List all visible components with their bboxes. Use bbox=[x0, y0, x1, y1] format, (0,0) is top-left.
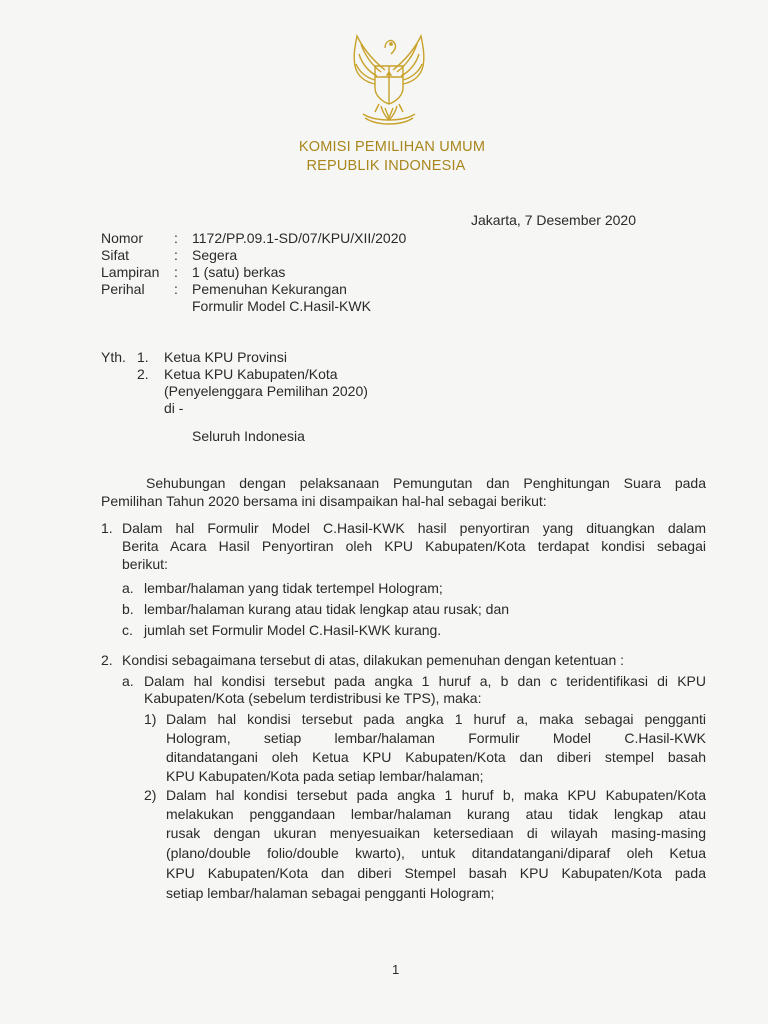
item1-number: 1. bbox=[101, 520, 113, 536]
item2-a-marker: a. bbox=[122, 673, 134, 689]
item2-a-1-line4: KPU Kabupaten/Kota pada setiap lembar/halaman; bbox=[166, 768, 484, 784]
item2-a-1-line3: ditandatangani oleh Ketua KPU Kabupaten/Kota dan diberi stempel basah bbox=[166, 749, 706, 765]
recipient-number-2: 2. bbox=[137, 366, 149, 382]
perihal-value-line1: Pemenuhan Kekurangan bbox=[192, 281, 347, 297]
item2-a-2-line4: (plano/double folio/double kwarto), untuk ditandatangani/diparaf oleh Ketua bbox=[166, 845, 706, 861]
perihal-label: Perihal bbox=[101, 281, 145, 297]
recipient-2-note: (Penyelenggara Pemilihan 2020) bbox=[164, 383, 368, 399]
lampiran-label: Lampiran bbox=[101, 264, 160, 280]
lampiran-colon: : bbox=[174, 264, 178, 280]
recipient-2: Ketua KPU Kabupaten/Kota bbox=[164, 366, 338, 382]
item2-a-line1: Dalam hal kondisi tersebut pada angka 1 huruf a, b dan c teridentifikasi di KPU bbox=[144, 673, 706, 689]
org-name-line1: KOMISI PEMILIHAN UMUM bbox=[298, 139, 486, 155]
page-number: 1 bbox=[392, 962, 400, 977]
item1-b-text: lembar/halaman kurang atau tidak lengkap atau rusak; dan bbox=[144, 601, 510, 617]
item1-line2: Berita Acara Hasil Penyortiran oleh KPU Kabupaten/Kota terdapat kondisi sebagai bbox=[122, 538, 706, 554]
item1-line3: berikut: bbox=[122, 556, 168, 572]
item2-a-2-line6: setiap lembar/halaman sebagai pengganti Hologram; bbox=[166, 885, 495, 901]
intro-line2: Pemilihan Tahun 2020 bersama ini disampaikan hal-hal sebagai berikut: bbox=[101, 493, 547, 509]
item2-a-1-line1: Dalam hal kondisi tersebut pada angka 1 huruf a, maka sebagai pengganti bbox=[166, 711, 706, 727]
date-line: Jakarta, 7 Desember 2020 bbox=[471, 212, 636, 228]
item2-a-2-line5: KPU Kabupaten/Kota dan diberi Stempel basah KPU Kabupaten/Kota pada bbox=[166, 865, 706, 881]
item2-a-2-marker: 2) bbox=[144, 787, 157, 803]
item1-b-marker: b. bbox=[122, 601, 134, 617]
sifat-value: Segera bbox=[192, 247, 238, 263]
lampiran-value: 1 (satu) berkas bbox=[192, 264, 286, 280]
item1-line1: Dalam hal Formulir Model C.Hasil-KWK hasil penyortiran yang dituangkan dalam bbox=[122, 520, 706, 536]
item2-a-line2: Kabupaten/Kota (sebelum terdistribusi ke TPS), maka: bbox=[144, 690, 482, 706]
item2-line1: Kondisi sebagaimana tersebut di atas, dilakukan pemenuhan dengan ketentuan : bbox=[122, 652, 625, 668]
sifat-label: Sifat bbox=[101, 247, 130, 263]
item1-c-marker: c. bbox=[122, 622, 133, 638]
item1-a-marker: a. bbox=[122, 580, 134, 596]
nomor-value: 1172/PP.09.1-SD/07/KPU/XII/2020 bbox=[192, 230, 407, 246]
item2-a-2-line3: rusak dengan ukuran menyesuaikan ketersediaan di wilayah masing-masing bbox=[166, 825, 706, 841]
item2-a-2-line1: Dalam hal kondisi tersebut pada angka 1 huruf b, maka KPU Kabupaten/Kota bbox=[166, 787, 706, 803]
recipient-di: di - bbox=[164, 400, 184, 416]
sifat-colon: : bbox=[174, 247, 178, 263]
item2-a-1-marker: 1) bbox=[144, 711, 157, 727]
recipient-number-1: 1. bbox=[137, 349, 149, 365]
recipient-1: Ketua KPU Provinsi bbox=[164, 349, 287, 365]
item2-number: 2. bbox=[101, 652, 113, 668]
garuda-emblem-icon bbox=[335, 22, 443, 130]
perihal-colon: : bbox=[174, 281, 178, 297]
yth-label: Yth. bbox=[101, 349, 126, 365]
item2-a-2-line2: melakukan penggandaan lembar/halaman kurang atau tidak lengkap atau bbox=[166, 806, 706, 822]
perihal-value-line2: Formulir Model C.Hasil-KWK bbox=[192, 298, 371, 314]
nomor-colon: : bbox=[174, 230, 178, 246]
item2-a-1-line2: Hologram, setiap lembar/halaman Formulir Model C.Hasil-KWK bbox=[166, 730, 706, 746]
item1-a-text: lembar/halaman yang tidak tertempel Hologram; bbox=[144, 580, 443, 596]
recipient-place: Seluruh Indonesia bbox=[192, 428, 305, 444]
item1-c-text: jumlah set Formulir Model C.Hasil-KWK kurang. bbox=[144, 622, 442, 638]
intro-line1: Sehubungan dengan pelaksanaan Pemungutan dan Penghitungan Suara pada bbox=[146, 475, 706, 491]
nomor-label: Nomor bbox=[101, 230, 144, 246]
org-name-line2: REPUBLIK INDONESIA bbox=[306, 158, 466, 174]
